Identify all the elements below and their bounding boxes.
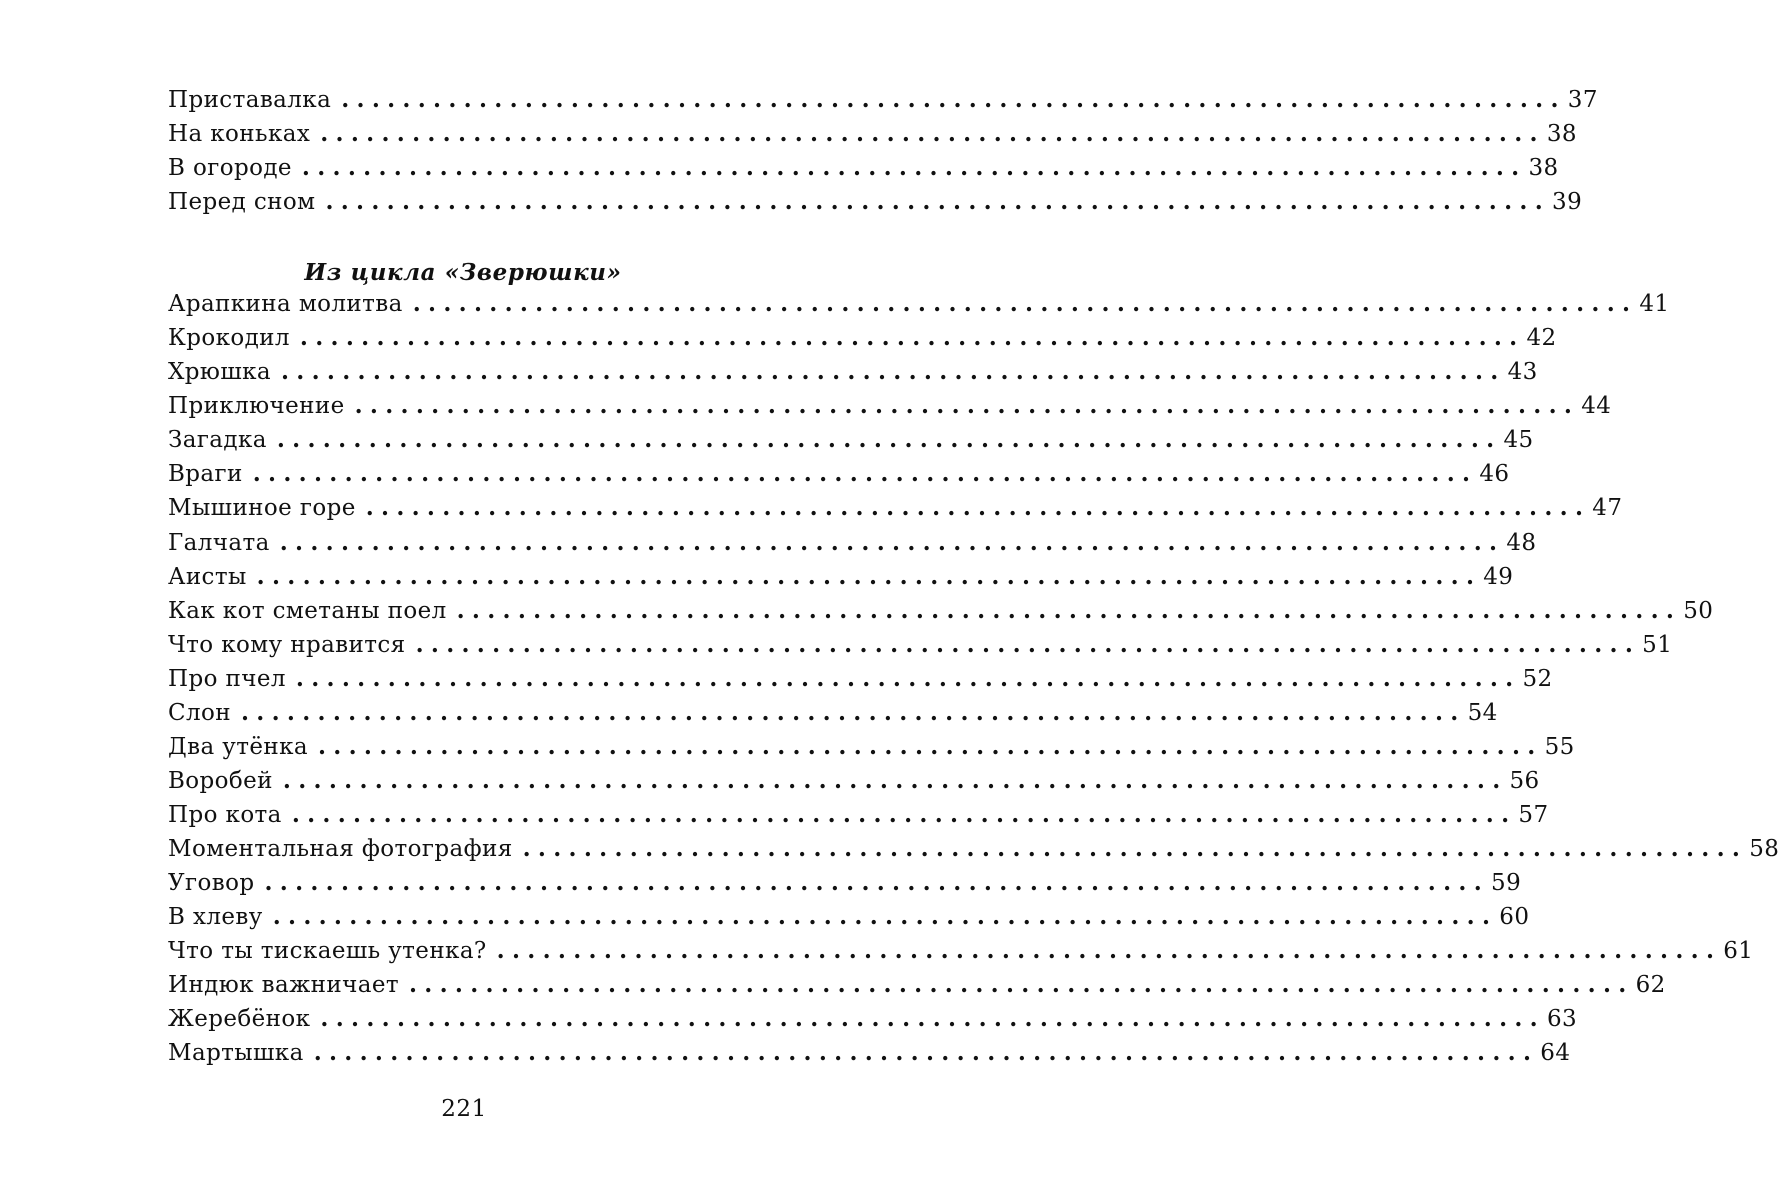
toc-entry-title: Мышиное горе xyxy=(168,495,356,522)
toc-entry-page: 46 xyxy=(1479,461,1510,488)
toc-entry-title: Аисты xyxy=(168,563,247,590)
toc-entry-title: Моментальная фотография xyxy=(168,835,513,862)
toc-entry-page: 59 xyxy=(1491,869,1522,896)
toc-entry xyxy=(168,562,1514,597)
toc-entry-title: Приключение xyxy=(168,393,345,420)
toc-entry xyxy=(168,528,1537,563)
toc-entry-title: Слон xyxy=(168,699,231,726)
dot-leader: ................................................................................ xyxy=(301,154,1527,182)
dot-leader: ................................................................................ xyxy=(522,834,1748,862)
toc-entry xyxy=(168,630,1673,665)
toc-entry xyxy=(168,937,1754,971)
toc-entry-title: Как кот сметаны поел xyxy=(168,597,447,624)
dot-leader: ................................................................................ xyxy=(282,766,1508,794)
toc-entry xyxy=(168,188,1583,222)
toc-list-top xyxy=(168,86,1598,222)
dot-leader: ................................................................................ xyxy=(276,426,1502,454)
toc-entry-page: 37 xyxy=(1567,87,1598,113)
toc-entry xyxy=(168,86,1598,120)
toc-entry-title: Мартышка xyxy=(168,1040,304,1067)
toc-entry-page: 54 xyxy=(1467,699,1498,726)
toc-entry xyxy=(168,120,1577,154)
toc-entry-page: 56 xyxy=(1509,767,1540,794)
toc-entry-title: На коньках xyxy=(168,121,311,148)
toc-entry-title: Два утёнка xyxy=(168,733,308,760)
dot-leader: ................................................................................ xyxy=(241,698,1466,726)
dot-leader: ................................................................................ xyxy=(272,903,1498,931)
toc-entry-title: Крокодил xyxy=(168,325,290,352)
dot-leader: ................................................................................ xyxy=(365,494,1591,522)
toc-entry-title: Галчата xyxy=(168,529,270,556)
dot-leader: ................................................................................ xyxy=(409,971,1634,999)
toc-entry xyxy=(168,732,1575,767)
toc-entry-title: Враги xyxy=(168,461,243,488)
page-number: 221 xyxy=(441,1096,487,1122)
toc-entry-page: 44 xyxy=(1581,393,1612,420)
toc-entry-title: Про кота xyxy=(168,801,282,828)
dot-leader: ................................................................................ xyxy=(415,630,1641,658)
table-of-contents xyxy=(168,86,1779,1073)
dot-leader: ................................................................................ xyxy=(341,86,1566,113)
toc-entry-title: Воробей xyxy=(168,767,273,794)
toc-entry-title: Индюк важничает xyxy=(168,972,399,999)
toc-entry xyxy=(168,698,1498,733)
toc-entry xyxy=(168,154,1559,188)
toc-entry-page: 61 xyxy=(1723,938,1754,965)
toc-entry xyxy=(168,903,1530,937)
dot-leader: ................................................................................ xyxy=(354,392,1580,420)
toc-entry-page: 63 xyxy=(1547,1006,1578,1033)
toc-entry xyxy=(168,290,1670,324)
toc-entry-title: В хлеву xyxy=(168,904,263,931)
toc-entry-page: 42 xyxy=(1526,325,1557,352)
dot-leader: ................................................................................ xyxy=(496,937,1722,965)
toc-entry xyxy=(168,324,1557,358)
dot-leader: ................................................................................ xyxy=(295,664,1521,692)
dot-leader: ................................................................................ xyxy=(299,324,1525,352)
toc-entry-page: 58 xyxy=(1749,835,1779,862)
toc-entry xyxy=(168,1039,1571,1073)
dot-leader: ................................................................................ xyxy=(279,528,1505,556)
toc-entry-page: 52 xyxy=(1522,665,1553,692)
toc-entry-page: 55 xyxy=(1544,733,1575,760)
toc-entry-page: 50 xyxy=(1683,597,1714,624)
dot-leader: ................................................................................ xyxy=(256,562,1482,590)
toc-entry xyxy=(168,596,1714,631)
dot-leader: ................................................................................ xyxy=(320,120,1545,148)
toc-entry-title: Жеребёнок xyxy=(168,1006,311,1033)
toc-entry-page: 38 xyxy=(1528,155,1559,182)
toc-entry xyxy=(168,766,1540,801)
toc-entry-title: Про пчел xyxy=(168,665,286,692)
toc-entry xyxy=(168,800,1549,835)
toc-entry xyxy=(168,460,1510,494)
dot-leader: ................................................................................ xyxy=(456,596,1682,624)
toc-entry-title: В огороде xyxy=(168,155,292,182)
toc-entry-title: Что кому нравится xyxy=(168,631,406,658)
toc-entry-page: 41 xyxy=(1639,291,1670,318)
toc-entry-page: 57 xyxy=(1518,801,1549,828)
dot-leader: ................................................................................ xyxy=(281,358,1506,386)
toc-entry xyxy=(168,1005,1578,1039)
dot-leader: ................................................................................ xyxy=(325,188,1551,216)
toc-entry xyxy=(168,834,1779,869)
section-title: Из цикла «Зверюшки» xyxy=(304,259,622,287)
toc-entry-page: 51 xyxy=(1642,631,1673,658)
toc-entry-title: Перед сном xyxy=(168,189,316,216)
toc-entry xyxy=(168,392,1612,426)
section-gap xyxy=(168,222,752,256)
toc-entry-title: Загадка xyxy=(168,427,267,454)
toc-entry-page: 47 xyxy=(1592,495,1623,522)
toc-entry xyxy=(168,426,1534,460)
toc-entry-title: Что ты тискаешь утенка? xyxy=(168,938,487,965)
toc-entry-page: 60 xyxy=(1499,904,1530,931)
dot-leader: ................................................................................ xyxy=(320,1005,1545,1033)
toc-entry-title: Уговор xyxy=(168,869,255,896)
toc-entry-page: 48 xyxy=(1506,529,1537,556)
toc-entry-page: 49 xyxy=(1483,563,1514,590)
toc-entry-title: Приставалка xyxy=(168,87,332,113)
toc-entry-page: 43 xyxy=(1507,359,1538,386)
toc-entry xyxy=(168,358,1538,392)
toc-entry-title: Арапкина молитва xyxy=(168,291,403,318)
toc-entry-page: 45 xyxy=(1503,427,1534,454)
toc-entry xyxy=(168,971,1666,1005)
toc-entry-page: 62 xyxy=(1635,972,1666,999)
toc-entry-page: 64 xyxy=(1540,1040,1571,1067)
dot-leader: ................................................................................ xyxy=(264,868,1490,896)
dot-leader: ................................................................................ xyxy=(291,800,1517,828)
toc-list-section xyxy=(168,290,1779,1073)
toc-entry-title: Хрюшка xyxy=(168,359,271,386)
toc-entry xyxy=(168,664,1553,699)
toc-entry-page: 39 xyxy=(1552,189,1583,216)
toc-entry-page: 38 xyxy=(1546,121,1577,148)
dot-leader: ................................................................................ xyxy=(252,460,1478,488)
toc-entry xyxy=(168,868,1522,903)
dot-leader: ................................................................................ xyxy=(317,732,1543,760)
dot-leader: ................................................................................ xyxy=(412,290,1638,318)
toc-entry xyxy=(168,494,1623,528)
dot-leader: ................................................................................ xyxy=(313,1039,1539,1067)
